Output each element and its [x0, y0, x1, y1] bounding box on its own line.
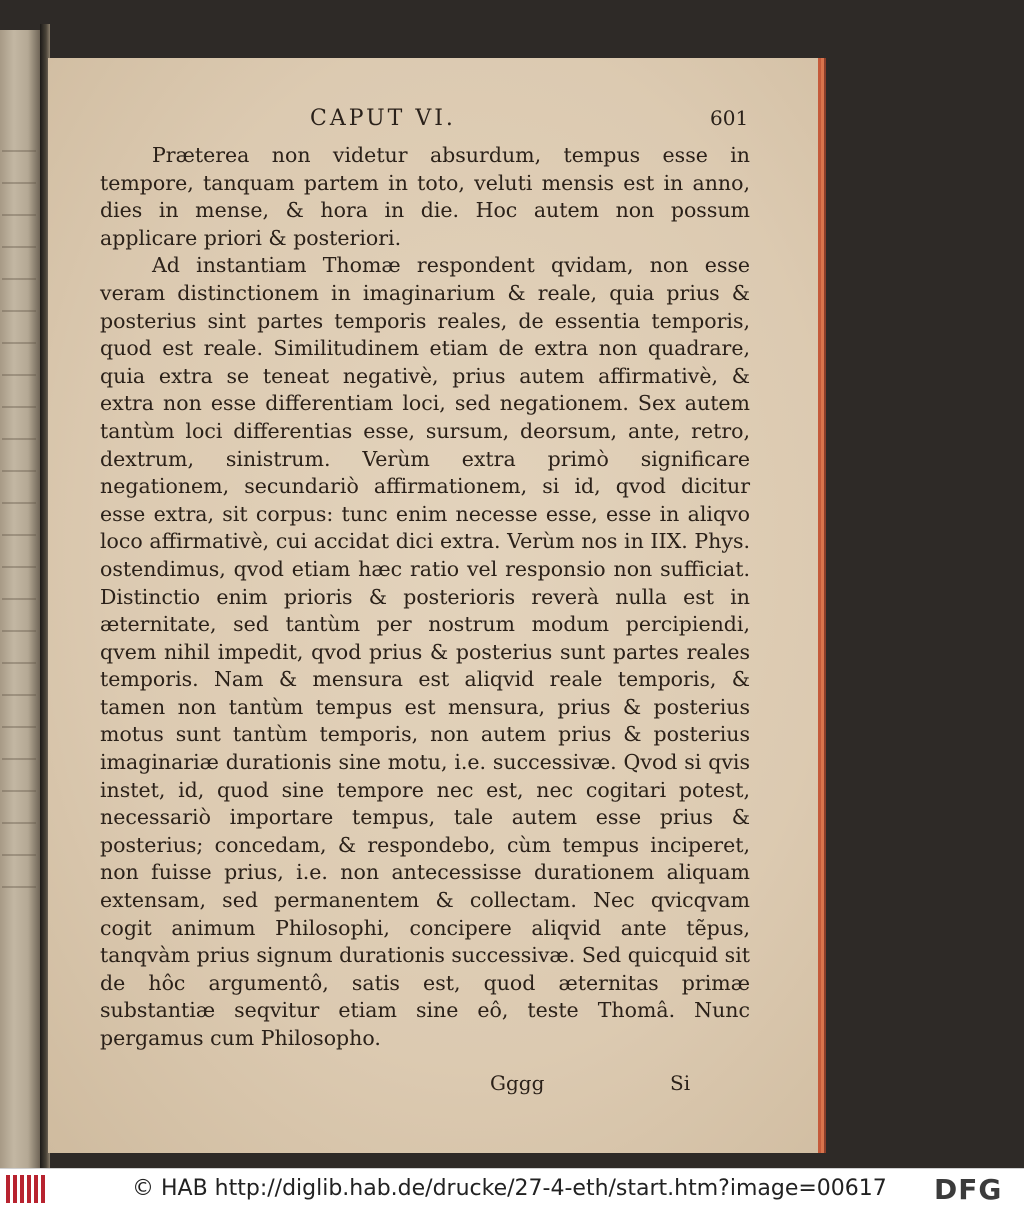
page-content — [100, 106, 750, 1105]
paragraph-1: Præterea non videtur absurdum, tempus esse in tempore, tanquam partem in toto, veluti mensis est in anno, dies in mense, & hora in die. Hoc autem non possum applicare priori & posteriori. — [100, 143, 750, 250]
credit-bar — [0, 1168, 1024, 1210]
previous-page-text-bleed — [2, 150, 36, 910]
page-footer — [100, 1071, 750, 1105]
book-page — [48, 58, 818, 1153]
credit-line[interactable]: © HAB http://diglib.hab.de/drucke/27-4-eth/start.htm?image=00617 — [132, 1176, 887, 1201]
page-number: 601 — [710, 106, 749, 130]
running-head: CAPUT VI. — [310, 106, 456, 131]
previous-page-edge — [0, 30, 40, 1168]
paragraph-2: Ad instantiam Thomæ respondent qvidam, non esse veram distinctionem in imaginarium & reale, quia prius & posterius sint partes temporis reales, de essentia temporis, quod est reale. Similitudinem etiam de extra non quadrare, quia extra se teneat negativè, prius autem affirmativè, & extra non esse differentiam loci, sed negationem. Sex autem tantùm loci differentias esse, sursum, deorsum, ante, retro, dextrum, sinistrum. Verùm extra primò significare negationem, secundariò affirmationem, si id, qvod dicitur esse extra, sit corpus: tunc enim necesse esse, esse in aliqvo loco affirmativè, cui accidat dici extra. Verùm nos in IIX. Phys. ostendimus, qvod etiam hæc ratio vel responsio non sufficiat. Distinctio enim prioris & posterioris reverà nulla est in æternitate, sed tantùm per nostrum modum percipiendi, qvem nihil impedit, qvod prius & posterius sunt partes reales temporis. Nam & mensura est aliqvid reale temporis, & tamen non tantùm tempus est mensura, prius & posterius motus sunt tantùm temporis, non autem prius & posterius imaginariæ durationis sine motu, i.e. successivæ. Qvod si qvis instet, id, quod sine tempore nec est, nec cogitari potest, necessariò importare tempus, tale autem esse prius & posterius; concedam, & respondebo, cùm tempus inciperet, non fuisse prius, i.e. non antecessisse durationem aliquam extensam, sed permanentem & collectam. Nec qvicqvam cogit animum Philosophi, concipere aliqvid ante tẽpus, tanqvàm prius signum durationis successivæ. Sed quicquid sit de hôc argumentô, satis est, quod æternitas primæ substantiæ seqvitur etiam sine eô, teste Thomâ. Nunc pergamus cum Philosopho. — [100, 253, 750, 1050]
signature-mark: Gggg — [490, 1070, 545, 1095]
catchword: Si — [670, 1070, 691, 1095]
page-header — [100, 106, 750, 136]
body-text — [100, 142, 750, 1053]
dfg-logo: DFG — [934, 1173, 1003, 1206]
hab-logo-icon — [6, 1175, 46, 1203]
